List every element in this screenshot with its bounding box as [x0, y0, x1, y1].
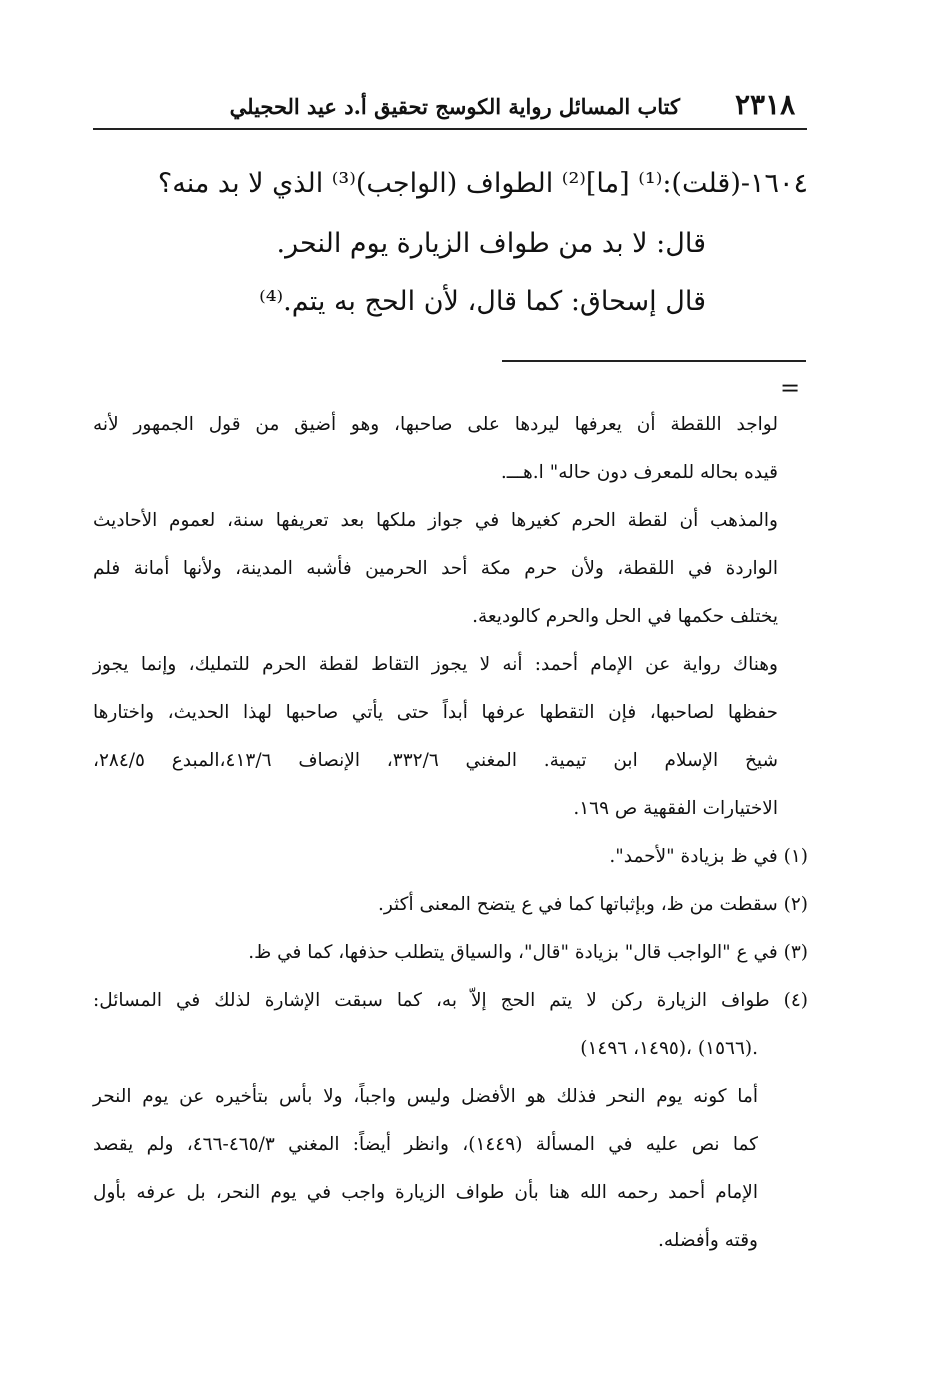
footnote-line: الواردة في اللقطة، ولأن حرم مكة أحد الحرمين فأشبه المدينة، ولأنها أمانة فلم — [93, 558, 778, 579]
footnote-2: (٢) سقطت من ظ، وبإثباتها كما في ع يتضح المعنى أكثر. — [377, 894, 808, 915]
answer-ahmad: قال: لا بد من طواف الزيارة يوم النحر. — [276, 228, 706, 259]
footnote-3: (٣) في ع "الواجب قال" بزيادة "قال"، والسياق يتطلب حذفها، كما في ظ. — [248, 942, 808, 963]
footnote-line: شيخ الإسلام ابن تيمية. المغني ٣٣٢/٦، الإنصاف ٤١٣/٦،المبدع ٢٨٤/٥، — [93, 750, 778, 771]
footnote-line: حفظها لصاحبها، فإن التقطها عرفها أبداً حتى يأتي صاحبها لهذا الحديث، واختارها — [93, 702, 778, 723]
question-text: -(قلت):⁽¹⁾ [ما]⁽²⁾ الطواف (الواجب)⁽³⁾ الذي لا بد منه؟ — [157, 168, 750, 199]
footnote-line: لواجد اللقطة أن يعرفها ليردها على صاحبها، وهو أضيق من قول الجمهور لأنه — [93, 414, 778, 435]
footnote-line: يختلف حكمها في الحل والحرم كالوديعة. — [472, 606, 778, 627]
footnote-line: (١٤٩٥، ١٤٩٦)، (١٥٦٦). — [580, 1038, 758, 1059]
page-number: ٢٣١٨ — [735, 88, 796, 121]
footnote-1: (١) في ظ بزيادة "لأحمد". — [609, 846, 808, 867]
footnote-4: (٤) طواف الزيارة ركن لا يتم الحج إلاّ به، كما سبقت الإشارة لذلك في المسائل: — [93, 990, 808, 1011]
answer-ishaq: قال إسحاق: كما قال، لأن الحج به يتم.⁽⁴⁾ — [259, 286, 706, 317]
footnote-line: والمذهب أن لقطة الحرم كغيرها في جواز ملكها بعد تعريفها سنة، لعموم الأحاديث — [93, 510, 778, 531]
footnote-line: وقته وأفضله. — [657, 1230, 758, 1251]
footnote-continuation-mark: = — [780, 374, 801, 402]
footnote-divider — [502, 360, 806, 362]
footnote-line: أما كونه يوم النحر فذلك هو الأفضل وليس واجباً، ولا بأس بتأخيره عن يوم النحر — [93, 1086, 758, 1107]
footnote-line: الاختيارات الفقهية ص ١٦٩. — [573, 798, 778, 819]
running-title: كتاب المسائل رواية الكوسج تحقيق أ.د عيد الحجيلي — [229, 94, 680, 119]
question-line — [157, 168, 808, 199]
footnote-line: قيده بحاله للمعرف دون حاله" ا.هـــ. — [500, 462, 778, 483]
header-divider — [93, 128, 807, 130]
question-number: ١٦٠٤ — [749, 168, 808, 199]
footnote-line: كما نص عليه في المسألة (١٤٤٩)، وانظر أيضاً: المغني ٤٦٥/٣-٤٦٦، ولم يقصد — [93, 1134, 758, 1155]
footnote-line: الإمام أحمد رحمه الله هنا بأن طواف الزيارة واجب في يوم النحر، بل عرفه بأول — [93, 1182, 758, 1203]
footnote-line: وهناك رواية عن الإمام أحمد: أنه لا يجوز التقاط لقطة الحرم للتمليك، وإنما يجوز — [93, 654, 778, 675]
